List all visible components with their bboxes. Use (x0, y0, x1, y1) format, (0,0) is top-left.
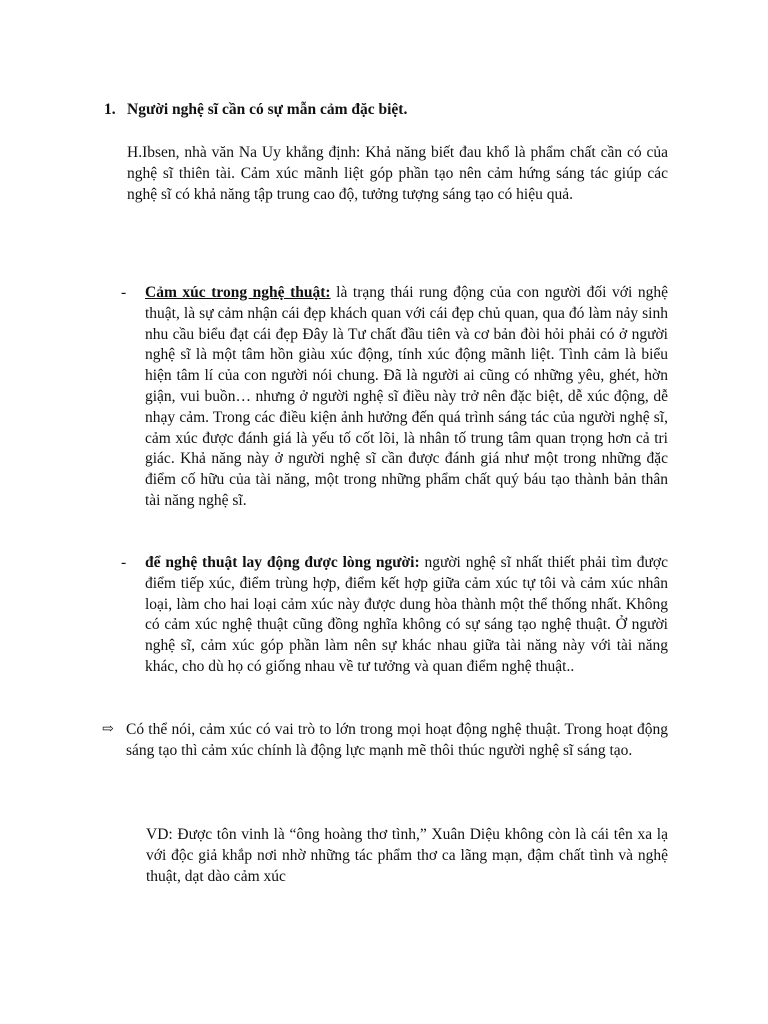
bullet-text: người nghệ sĩ nhất thiết phải tìm được điểm tiếp xúc, điểm trùng hợp, điểm kết hợp giữa cảm xúc tự tôi và cảm xúc nhân loại, làm cho hai loại cảm xúc này được dung hòa thành một thể thống nhất. Không có cảm xúc nghệ thuật cũng đồng nghĩa không có sự sáng tạo nghệ thuật. Ở người nghệ sĩ, cảm xúc góp phần làm nên sự khác nhau giữa tài năng này với tài năng khác, cho dù họ có giống nhau về tư tưởng và quan điểm nghệ thuật.. (145, 554, 668, 675)
conclusion-text: Có thể nói, cảm xúc có vai trò to lớn trong mọi hoạt động nghệ thuật. Trong hoạt động sáng tạo thì cảm xúc chính là động lực mạnh mẽ thôi thúc người nghệ sĩ sáng tạo. (126, 721, 668, 759)
bullet-text: là trạng thái rung động của con người đối với nghệ thuật, là sự cảm nhận cái đẹp khách quan với cái đẹp chủ quan, qua đó làm nảy sinh nhu cầu biểu đạt cái đẹp Đây là Tư chất đầu tiên và cơ bản đòi hỏi phải có ở người nghệ sĩ là một tâm hồn giàu xúc động, tính xúc động mãnh liệt. Tình cảm là biểu hiện tâm lí của con người nói chung. Đã là người ai cũng có những yêu, ghét, hờn giận, vui buồn… nhưng ở người nghệ sĩ điều này trở nên đặc biệt, dễ xúc động, dễ nhạy cảm. Trong các điều kiện ảnh hưởng đến quá trình sáng tác của người nghệ sĩ, cảm xúc được đánh giá là yếu tố cốt lõi, là nhân tố trung tâm quan trọng hơn cả tri giác. Khả năng này ở người nghệ sĩ cần được đánh giá như một trong những đặc điểm cố hữu của tài năng, một trong những phẩm chất quý báu tạo thành bản thân tài năng nghệ sĩ. (145, 284, 669, 509)
conclusion-paragraph (102, 720, 668, 762)
heading-text: Người nghệ sĩ cần có sự mẫn cảm đặc biệt. (127, 101, 408, 118)
bullet-item-moving-hearts (121, 553, 668, 678)
intro-paragraph: H.Ibsen, nhà văn Na Uy khẳng định: Khả năng biết đau khổ là phẩm chất cần có của nghệ sĩ thiên tài. Cảm xúc mãnh liệt góp phần tạo nên cảm hứng sáng tác giúp các nghệ sĩ có khả năng tập trung cao độ, tưởng tượng sáng tạo có hiệu quả. (127, 144, 668, 203)
arrow-right-icon: ⇨ (102, 722, 114, 737)
example-paragraph: VD: Được tôn vinh là “ông hoàng thơ tình,” Xuân Diệu không còn là cái tên xa lạ với độc giả khắp nơi nhờ những tác phẩm thơ ca lãng mạn, đậm chất tình và nghệ thuật, dạt dào cảm xúc (146, 826, 668, 885)
bullet-term: Cảm xúc trong nghệ thuật: (145, 284, 331, 301)
bullet-marker: - (121, 554, 127, 571)
bullet-term: để nghệ thuật lay động được lòng người: (145, 554, 420, 571)
heading-number: 1. (104, 101, 116, 118)
bullet-marker: - (121, 284, 127, 301)
bullet-item-emotion-in-art (121, 283, 669, 512)
